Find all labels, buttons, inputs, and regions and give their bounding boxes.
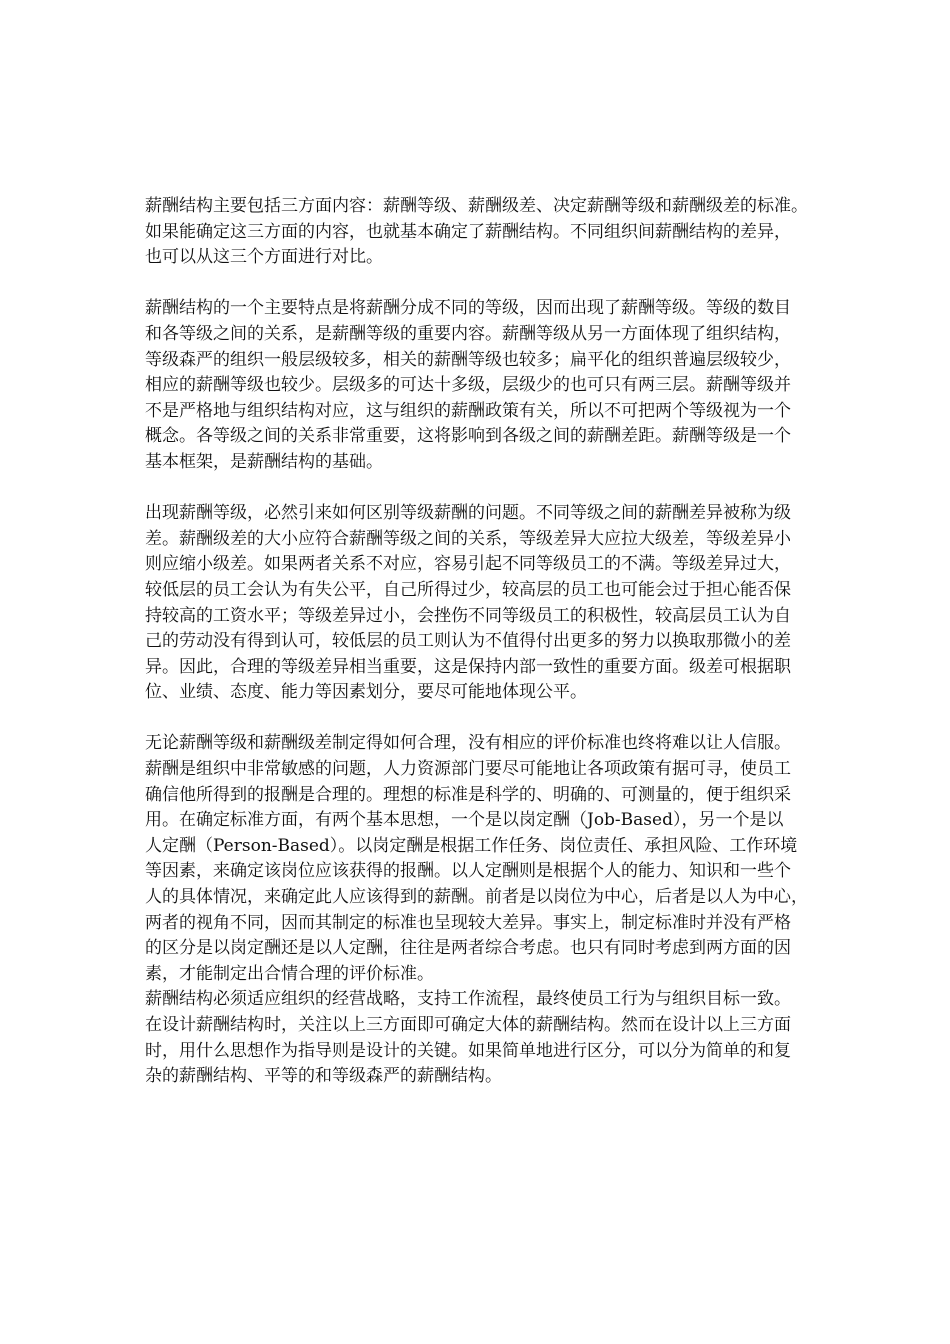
text-line: 也可以从这三个方面进行对比。 (145, 247, 383, 268)
text-line: 薪酬结构必须适应组织的经营战略，支持工作流程，最终使员工行为与组织目标一致。 (145, 989, 791, 1010)
text-line: 素，才能制定出合情合理的评价标准。 (145, 963, 434, 984)
text-line: 位、业绩、态度、能力等因素划分，要尽可能地体现公平。 (145, 682, 587, 703)
text-line: 等因素，来确定该岗位应该获得的报酬。以人定酬则是根据个人的能力、知识和一些个 (145, 861, 791, 882)
text-line: 杂的薪酬结构、平等的和等级森严的薪酬结构。 (145, 1066, 502, 1087)
paragraph-2 (145, 296, 890, 475)
text-line: 人的具体情况，来确定此人应该得到的薪酬。前者是以岗位为中心，后者是以人为中心， (145, 887, 808, 908)
text-line: 在设计薪酬结构时，关注以上三方面即可确定大体的薪酬结构。然而在设计以上三方面 (145, 1015, 791, 1035)
text-line: 的区分是以岗定酬还是以人定酬，往往是两者综合考虑。也只有同时考虑到两方面的因 (145, 938, 791, 959)
text-line: 薪酬结构的一个主要特点是将薪酬分成不同的等级，因而出现了薪酬等级。等级的数目 (145, 298, 791, 319)
text-line: 等级森严的组织一般层级较多，相关的薪酬等级也较多；扁平化的组织普遍层级较少， (145, 349, 791, 370)
text-line: 持较高的工资水平；等级差异过小，会挫伤不同等级员工的积极性，较高层员工认为自 (145, 605, 791, 626)
paragraph-spacer (145, 476, 890, 502)
text-line: 和各等级之间的关系，是薪酬等级的重要内容。薪酬等级从另一方面体现了组织结构， (145, 323, 791, 344)
text-line: 异。因此，合理的等级差异相当重要，这是保持内部一致性的重要方面。级差可根据职 (145, 656, 791, 677)
text-line: 无论薪酬等级和薪酬级差制定得如何合理，没有相应的评价标准也终将难以让人信服。 (145, 733, 791, 754)
text-line: 薪酬结构主要包括三方面内容：薪酬等级、薪酬级差、决定薪酬等级和薪酬级差的标准。 (145, 196, 808, 216)
text-line: 用。在确定标准方面，有两个基本思想，一个是以岗定酬（Job-Based），另一个是以 (145, 810, 784, 831)
text-line: 己的劳动没有得到认可，较低层的员工则认为不值得付出更多的努力以换取那微小的差 (145, 631, 791, 652)
text-line: 概念。各等级之间的关系非常重要，这将影响到各级之间的薪酬差距。薪酬等级是一个 (145, 426, 791, 447)
text-line: 则应缩小级差。如果两者关系不对应，容易引起不同等级员工的不满。等级差异过大， (145, 554, 791, 575)
text-line: 较低层的员工会认为有失公平，自己所得过少，较高层的员工也可能会过于担心能否保 (145, 579, 791, 600)
paragraph-3 (145, 501, 890, 706)
document-body (145, 194, 890, 1090)
text-line: 出现薪酬等级，必然引来如何区别等级薪酬的问题。不同等级之间的薪酬差异被称为级 (145, 503, 791, 524)
text-line: 不是严格地与组织结构对应，这与组织的薪酬政策有关，所以不可把两个等级视为一个 (145, 400, 791, 421)
text-line: 时，用什么思想作为指导则是设计的关键。如果简单地进行区分，可以分为简单的和复 (145, 1040, 791, 1061)
paragraph-4 (145, 731, 890, 1089)
text-line: 如果能确定这三方面的内容，也就基本确定了薪酬结构。不同组织间薪酬结构的差异， (145, 221, 791, 242)
text-line: 人定酬（Person-Based）。以岗定酬是根据工作任务、岗位责任、承担风险、工作环境 (145, 835, 798, 856)
text-line: 差。薪酬级差的大小应符合薪酬等级之间的关系，等级差异大应拉大级差，等级差异小 (145, 528, 791, 549)
text-line: 两者的视角不同，因而其制定的标准也呈现较大差异。事实上，制定标准时并没有严格 (145, 912, 791, 933)
text-line: 薪酬是组织中非常敏感的问题，人力资源部门要尽可能地让各项政策有据可寻，使员工 (145, 759, 791, 780)
text-line: 基本框架，是薪酬结构的基础。 (145, 451, 383, 472)
text-line: 相应的薪酬等级也较少。层级多的可达十多级，层级少的也可只有两三层。薪酬等级并 (145, 375, 791, 396)
paragraph-spacer (145, 706, 890, 732)
paragraph-1 (145, 194, 890, 271)
paragraph-spacer (145, 271, 890, 297)
text-line: 确信他所得到的报酬是合理的。理想的标准是科学的、明确的、可测量的，便于组织采 (145, 784, 791, 805)
